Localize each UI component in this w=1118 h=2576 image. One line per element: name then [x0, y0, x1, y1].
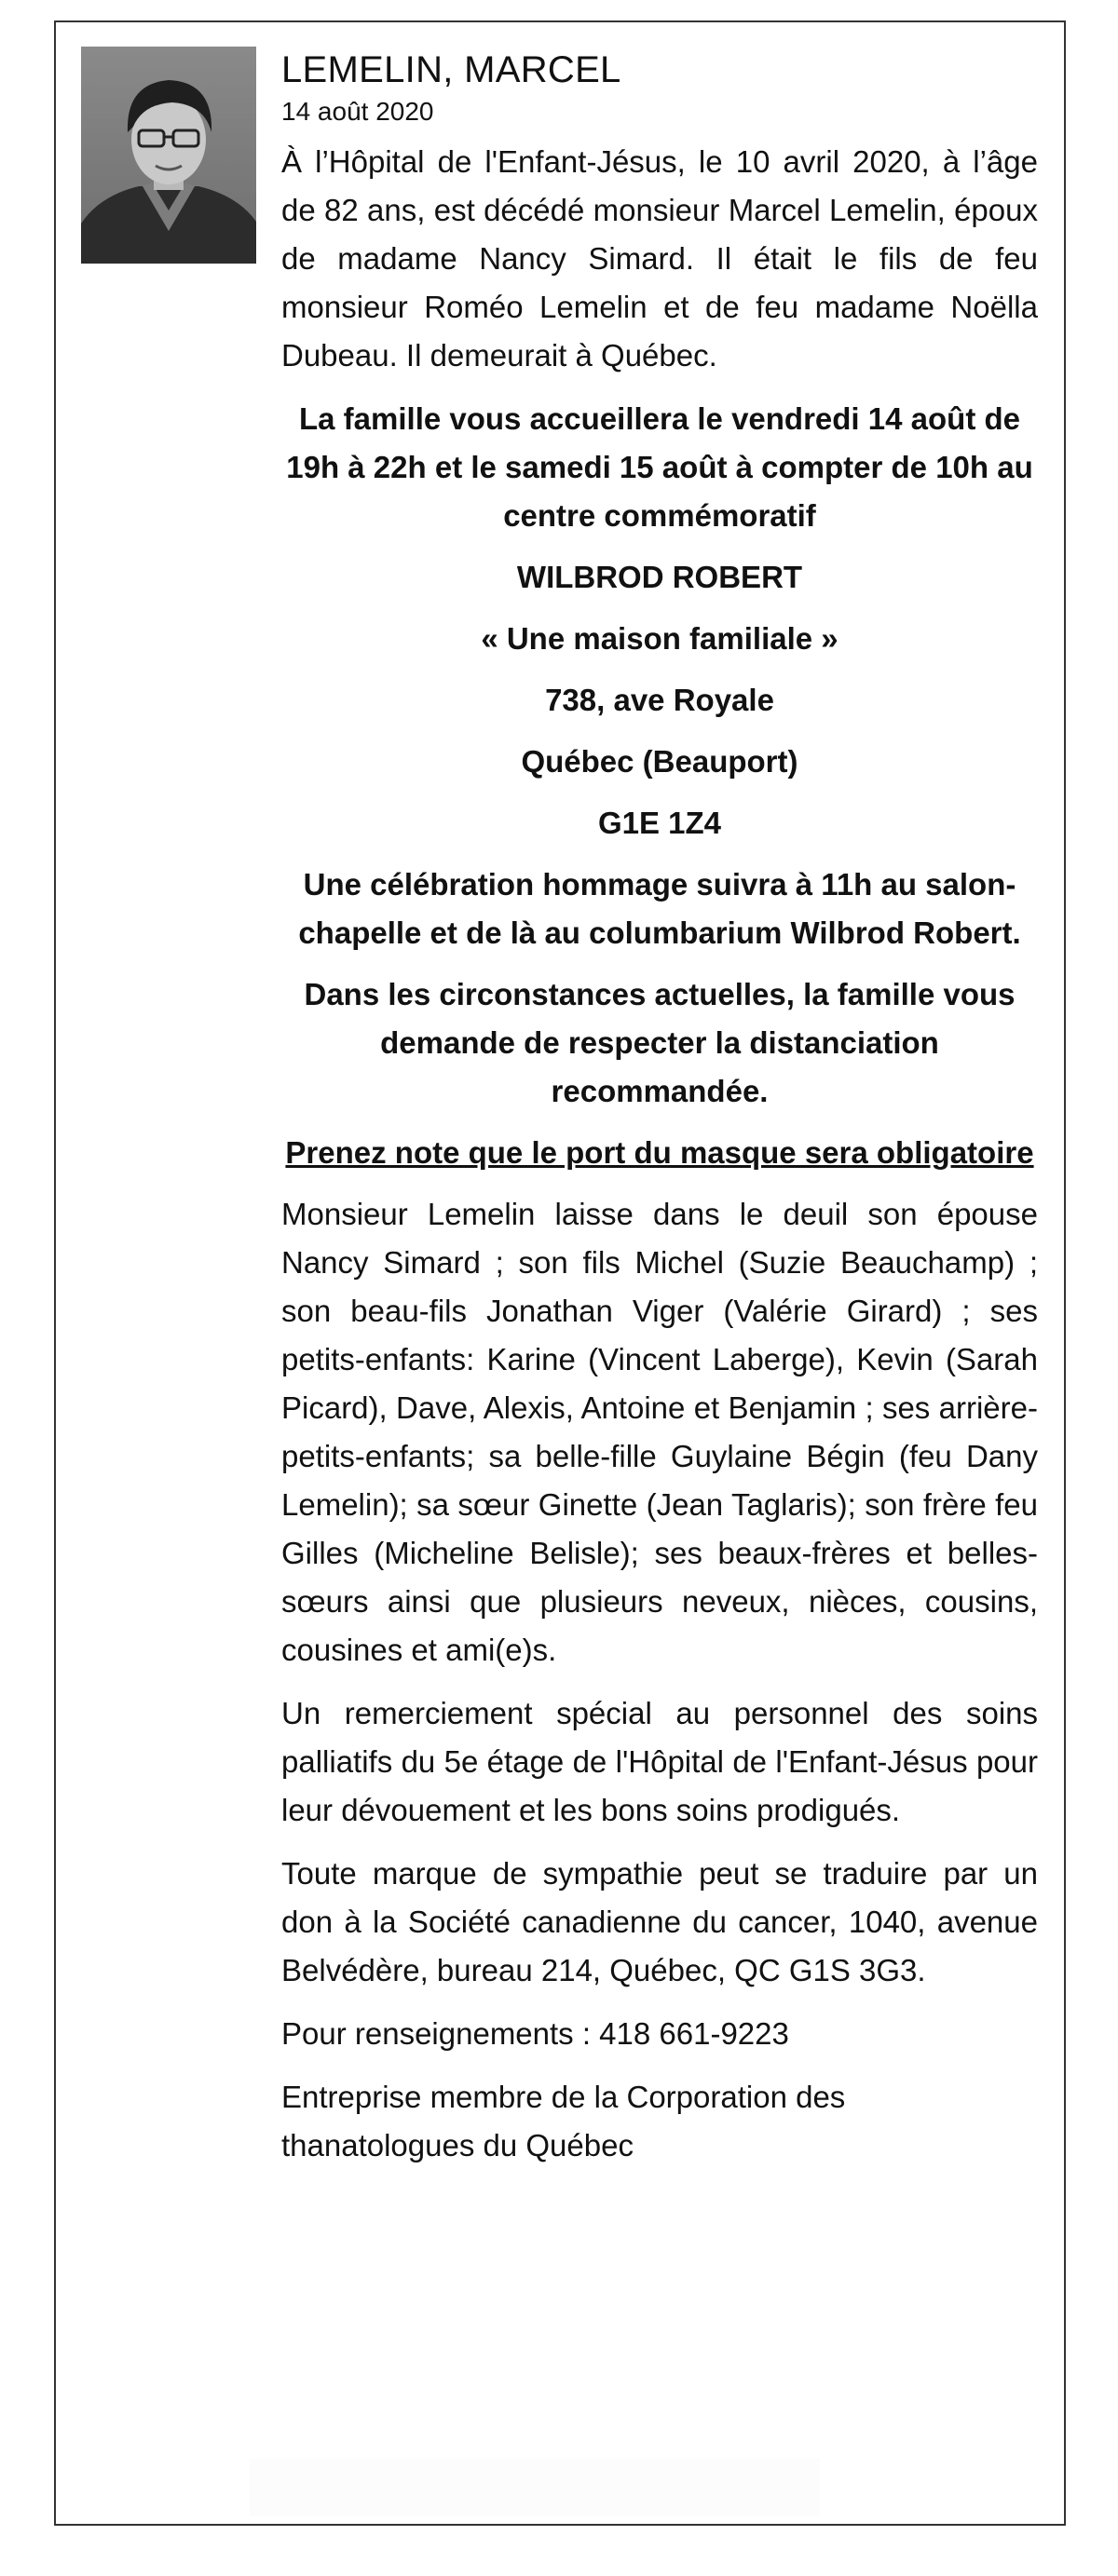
membership-info: Entreprise membre de la Corporation des thanatologues du Québec: [281, 2080, 846, 2162]
footer-blank-area: [250, 2459, 820, 2516]
intro-paragraph: À l’Hôpital de l'Enfant-Jésus, le 10 avril 2020, à l’âge de 82 ans, est décédé monsieur Marcel Lemelin, époux de madame Nancy Simard. Il était le fils de feu monsieur Roméo Lemelin et de feu madame Noëlla Dubeau. Il demeurait à Québec.: [281, 144, 1038, 373]
funeral-home-tagline: « Une maison familiale »: [481, 621, 838, 656]
thanks-paragraph: Un remerciement spécial au personnel des soins palliatifs du 5e étage de l'Hôpital de l'Enfant-Jésus pour leur dévouement et les bons soins prodigués.: [281, 1696, 1038, 1827]
address-street: 738, ave Royale: [545, 683, 774, 717]
contact-info: Pour renseignements : 418 661-9223: [281, 2016, 789, 2051]
portrait-image: [81, 47, 256, 264]
visitation-info: La famille vous accueillera le vendredi 14 août de 19h à 22h et le samedi 15 août à compter de 10h au centre commémoratif: [286, 401, 1033, 533]
obituary-content: [281, 45, 1038, 2185]
distancing-notice: Dans les circonstances actuelles, la famille vous demande de respecter la distanciation recommandée.: [304, 977, 1016, 1108]
notice-date: 14 août 2020: [281, 97, 434, 126]
celebration-info: Une célébration hommage suivra à 11h au salon-chapelle et de là au columbarium Wilbrod Robert.: [298, 867, 1021, 950]
mask-notice: Prenez note que le port du masque sera obligatoire: [285, 1135, 1034, 1170]
donation-paragraph: Toute marque de sympathie peut se traduire par un don à la Société canadienne du cancer, 1040, avenue Belvédère, bureau 214, Québec, QC G1S 3G3.: [281, 1856, 1038, 1987]
deceased-name: LEMELIN, MARCEL: [281, 49, 621, 90]
address-postal-code: G1E 1Z4: [597, 806, 722, 840]
family-paragraph: Monsieur Lemelin laisse dans le deuil son épouse Nancy Simard ; son fils Michel (Suzie Beauchamp) ; son beau-fils Jonathan Viger (Valérie Girard) ; ses petits-enfants: Karine (Vincent Laberge), Kevin (Sarah Picard), Dave, Alexis, Antoine et Benjamin ; ses arrière-petits-enfants; sa belle-fille Guylaine Bégin (feu Dany Lemelin); sa sœur Ginette (Jean Taglaris); son frère feu Gilles (Micheline Belisle); ses beaux-frères et belles-sœurs ainsi que plusieurs neveux, nièces, cousins, cousines et ami(e)s.: [281, 1197, 1038, 1667]
address-city: Québec (Beauport): [521, 744, 798, 779]
funeral-home-name: WILBROD ROBERT: [516, 560, 803, 594]
portrait-photo: [81, 47, 256, 264]
mask-notice-block: [281, 1129, 1038, 1177]
